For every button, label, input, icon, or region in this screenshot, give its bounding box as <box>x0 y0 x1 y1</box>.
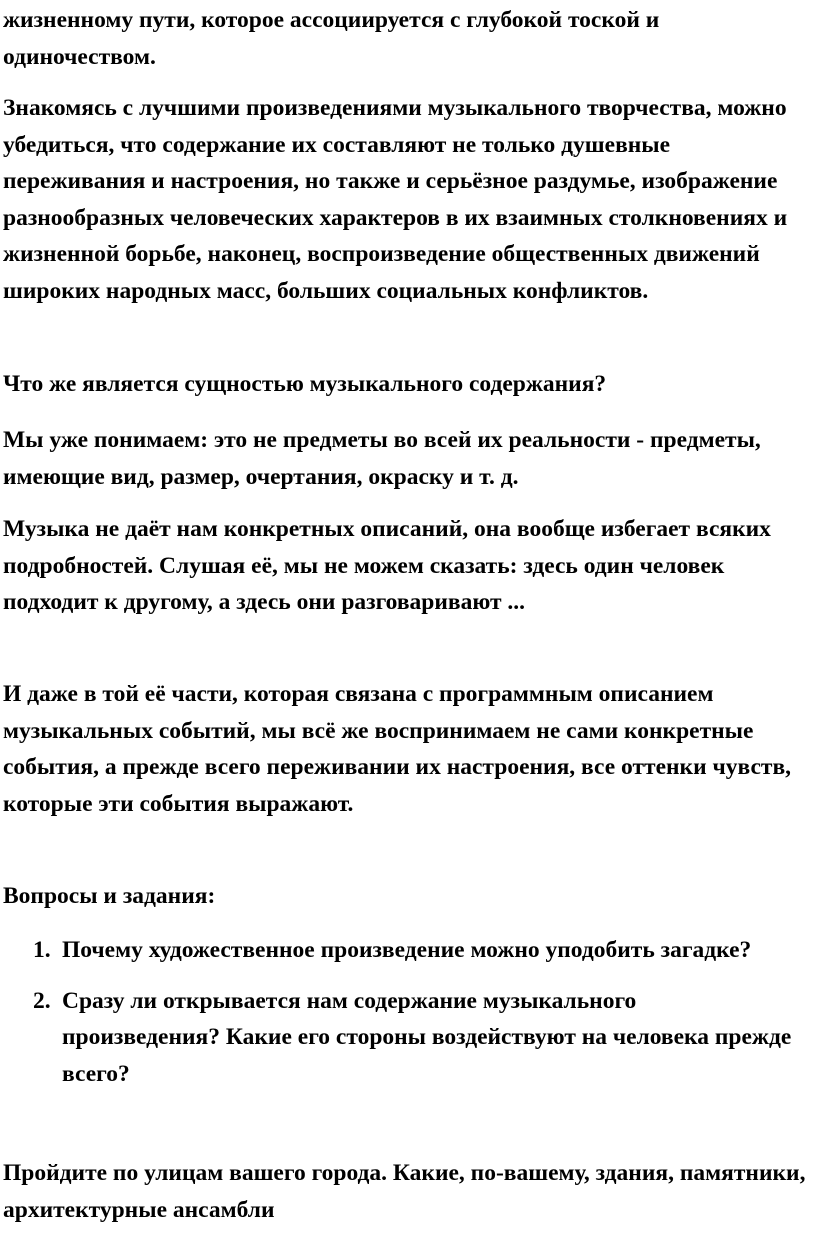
list-item <box>0 932 816 969</box>
paragraph-no-descriptions: Музыка не даёт нам конкретных описаний, она вообще избегает всяких подробностей. Слушая её, мы не можем сказать: здесь один человек подходит к другому, а здесь они разговаривают ... <box>3 516 771 615</box>
paragraph-question-essence: Что же является сущностью музыкального содержания? <box>3 371 607 397</box>
paragraph-intro-continuation: жизненному пути, которое ассоциируется с глубокой тоской и одиночеством. <box>3 7 660 70</box>
list-item-number: 2. <box>33 987 51 1014</box>
list-item-number: 1. <box>33 937 51 963</box>
list-item-text: Почему художественное произведение можно уподобить загадке? <box>62 937 752 963</box>
paragraph-not-objects: Мы уже понимаем: это не предметы во всей их реальности - предметы, имеющие вид, размер, очертания, окраску и т. д. <box>3 427 761 490</box>
paragraph-music-content: Знакомясь с лучшими произведениями музыкального творчества, можно убедиться, что содержание их составляют не только душевные переживания и настроения, но также и серьёзное раздумье, изображение разнообразных человеческих характеров в их взаимных столкновениях и жизненной борьбе, наконец, воспроизведение общественных движений широких народных масс, больших социальных конфликтов. <box>3 95 788 304</box>
list-item-text: Сразу ли открывается нам содержание музыкального произведения? Какие его стороны воздействуют на человека прежде всего? <box>62 987 792 1087</box>
section-heading-questions: Вопросы и задания: <box>3 883 216 909</box>
list-item <box>0 983 816 1093</box>
paragraph-city-task: Пройдите по улицам вашего города. Какие, по-вашему, здания, памятники, архитектурные ансамбли <box>3 1160 806 1223</box>
paragraph-program-music: И даже в той её части, которая связана с программным описанием музыкальных событий, мы всё же воспринимаем не сами конкретные события, а прежде всего переживании их настроения, все оттенки чувств, которые эти события выражают. <box>3 681 792 817</box>
questions-list <box>0 932 816 1106</box>
